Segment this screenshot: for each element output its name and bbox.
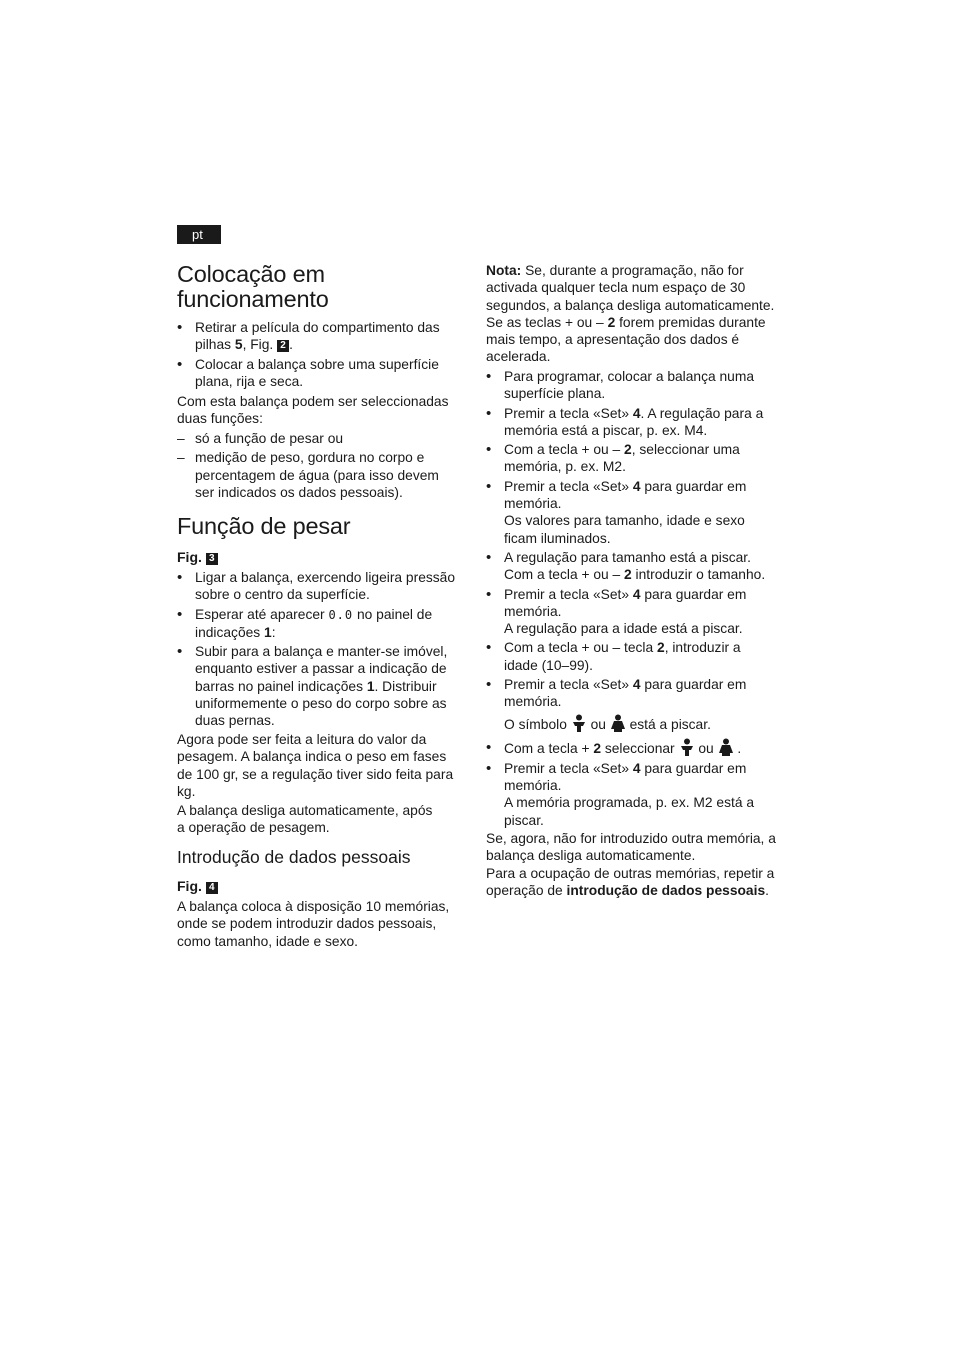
male-symbol-icon: [679, 738, 695, 756]
paragraph: Com esta balança podem ser seleccionadas duas funções:: [177, 394, 449, 427]
list-item: • Premir a tecla «Set» 4 para guardar em memória. A memória programada, p. ex. M2 está a piscar.: [486, 760, 778, 829]
display-readout: 0.0: [328, 607, 354, 622]
list-item: • Premir a tecla «Set» 4. A regulação para a memória está a piscar, p. ex. M4.: [486, 405, 778, 440]
list-item: • Premir a tecla «Set» 4 para guardar em memória. O símbolo ou está a piscar.: [486, 676, 778, 735]
list-item: – medição de peso, gordura no corpo e percentagem de água (para isso devem ser indicados os dados pessoais).: [177, 449, 459, 501]
list-item: • Com a tecla + 2 seleccionar ou .: [486, 738, 778, 759]
list-item: • Com a tecla + ou – 2, seleccionar uma memória, p. ex. M2.: [486, 441, 778, 476]
list-item: – só a função de pesar ou: [177, 430, 459, 447]
list-item: • Premir a tecla «Set» 4 para guardar em memória. Os valores para tamanho, idade e sexo ficam iluminados.: [486, 478, 778, 547]
figure-number-badge: 4: [206, 882, 218, 894]
functions-list: [177, 430, 459, 501]
female-symbol-icon: [610, 714, 626, 732]
list-item: • Colocar a balança sobre uma superfície plana, rija e seca.: [177, 356, 459, 391]
figure-reference: Fig. 3: [177, 549, 218, 566]
list-item: • Para programar, colocar a balança numa superfície plana.: [486, 368, 778, 403]
figure-number-badge: 3: [206, 553, 218, 565]
list-item: • Retirar a película do compartimento das pilhas 5, Fig. 2 .: [177, 319, 459, 354]
list-item: • Esperar até aparecer 0.0 no painel de indicações 1:: [177, 606, 459, 642]
paragraph: Se, agora, não for introduzido outra memória, a balança desliga automaticamente.: [486, 831, 776, 864]
paragraph: A balança coloca à disposição 10 memórias, onde se podem introduzir dados pessoais, como tamanho, idade e sexo.: [177, 899, 450, 949]
paragraph: Agora pode ser feita a leitura do valor da pesagem. A balança indica o peso em fases de 100 gr, se a regulação tiver sido feita para kg.: [177, 732, 454, 799]
male-symbol-icon: [571, 714, 587, 732]
female-symbol-icon: [718, 738, 734, 756]
list-item: • Premir a tecla «Set» 4 para guardar em memória. A regulação para a idade está a piscar.: [486, 586, 778, 638]
weighing-steps: [177, 569, 459, 730]
figure-reference: Fig. 4: [177, 878, 218, 895]
heading-introducao: Introdução de dados pessoais: [177, 847, 411, 867]
list-item: • Subir para a balança e manter-se imóvel, enquanto estiver a passar a indicação de barras no painel indicações 1. Distribuir uniformemente o peso do corpo sobre as duas pernas.: [177, 643, 459, 729]
language-tag: pt: [177, 225, 221, 244]
list-item: • A regulação para tamanho está a piscar. Com a tecla + ou – 2 introduzir o tamanho.: [486, 549, 778, 584]
paragraph: A balança desliga automaticamente, após a operação de pesagem.: [177, 803, 433, 836]
note-paragraph: Nota: Se, durante a programação, não for activada qualquer tecla num espaço de 30 segundos, a balança desliga automaticamente. Se as teclas + ou – 2 forem premidas durante mais tempo, a apresentação dos dados é acelerada.: [486, 263, 775, 365]
paragraph: Para a ocupação de outras memórias, repetir a operação de introdução de dados pessoais.: [486, 866, 775, 899]
list-item: • Com a tecla + ou – tecla 2, introduzir a idade (10–99).: [486, 639, 778, 674]
setup-list: [177, 319, 459, 390]
list-item: • Ligar a balança, exercendo ligeira pressão sobre o centro da superfície.: [177, 569, 459, 604]
programming-steps: [486, 368, 778, 829]
heading-funcao-de-pesar: Função de pesar: [177, 513, 351, 539]
figure-number-badge: 2: [277, 340, 289, 352]
heading-colocacao: Colocação em funcionamento: [177, 261, 329, 312]
